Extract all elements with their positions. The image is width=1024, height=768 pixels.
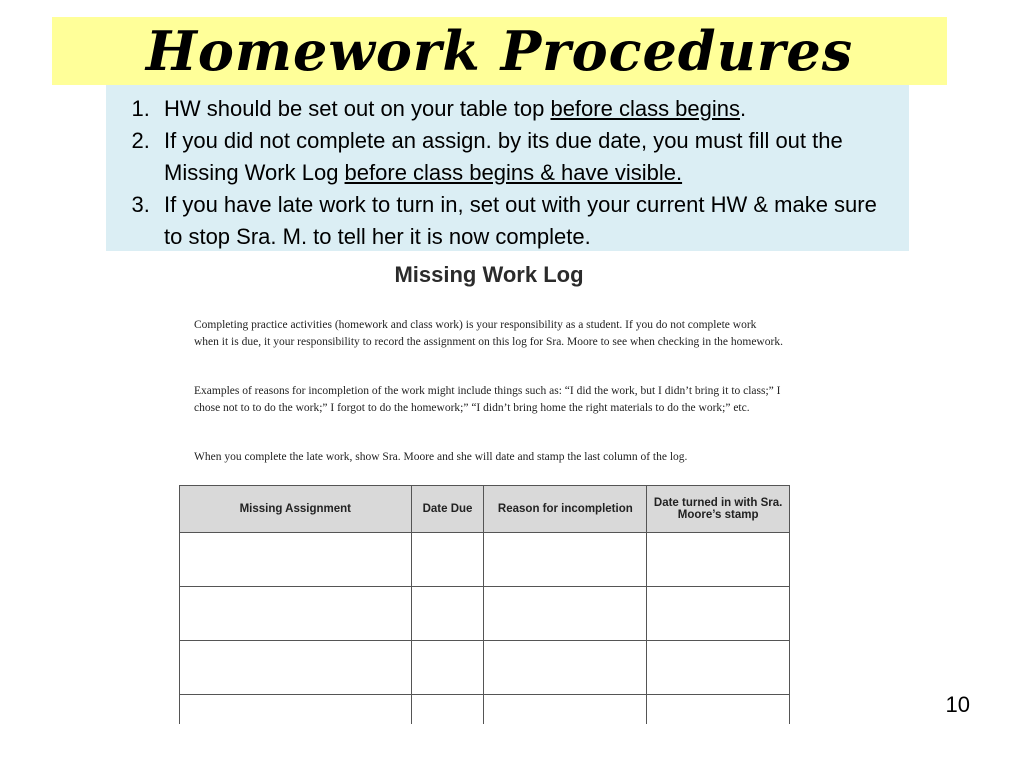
log-paragraph-examples: Examples of reasons for incompletion of the work might include things such as: “I did the work, but I didn’t bring it to class;” I chose not to to do the work;” I forgot to do the homework;” “I didn’t bring home the right materials to do the work;” etc. [194, 385, 781, 414]
log-paragraph-late-work: When you complete the late work, show Sra. Moore and she will date and stamp the last column of the log. [194, 451, 688, 463]
log-title: Missing Work Log [394, 262, 584, 287]
table-row [180, 533, 790, 587]
rule-text: HW should be set out on your table top [164, 96, 551, 121]
rule-tail: . [740, 96, 747, 121]
image-crop-mask [170, 724, 800, 768]
rule-item-3 [156, 189, 899, 253]
column-header: Date turned in with Sra. Moore’s stamp [647, 486, 790, 533]
rules-list [116, 93, 899, 253]
table-cell [411, 641, 484, 695]
rules-box [106, 85, 909, 251]
rule-emphasis: before class begins & have visible. [344, 160, 683, 185]
table-cell [180, 641, 412, 695]
table-cell [647, 533, 790, 587]
table-cell [484, 587, 647, 641]
table-cell [647, 641, 790, 695]
rule-text: If you have late work to turn in, set out with your current HW & make sure to stop Sra. M. to tell her it is now complete. [164, 192, 877, 249]
rule-item-1 [156, 93, 899, 125]
missing-work-table [179, 485, 790, 749]
column-header: Missing Assignment [180, 486, 412, 533]
table-cell [411, 587, 484, 641]
table-cell [647, 587, 790, 641]
rule-text: If you did not complete an assign. by its due date, you must fill out the Missing Work Log [164, 128, 843, 185]
table-row [180, 587, 790, 641]
table-cell [484, 641, 647, 695]
page-number: 10 [945, 692, 970, 717]
table-cell [180, 533, 412, 587]
rule-item-2 [156, 125, 899, 189]
table-header-row [180, 486, 790, 533]
table-cell [484, 533, 647, 587]
table-cell [180, 587, 412, 641]
table-row [180, 641, 790, 695]
rule-emphasis: before class begins [550, 96, 741, 121]
page-title: Homework Procedures [145, 19, 854, 83]
log-paragraph-responsibility: Completing practice activities (homework and class work) is your responsibility as a student. If you do not complete work when it is due, it your responsibility to record the assignment on this log for Sra. Moore to see when checking in the homework. [194, 319, 783, 348]
column-header: Date Due [411, 486, 484, 533]
table-cell [411, 533, 484, 587]
title-banner [52, 17, 947, 85]
column-header: Reason for incompletion [484, 486, 647, 533]
